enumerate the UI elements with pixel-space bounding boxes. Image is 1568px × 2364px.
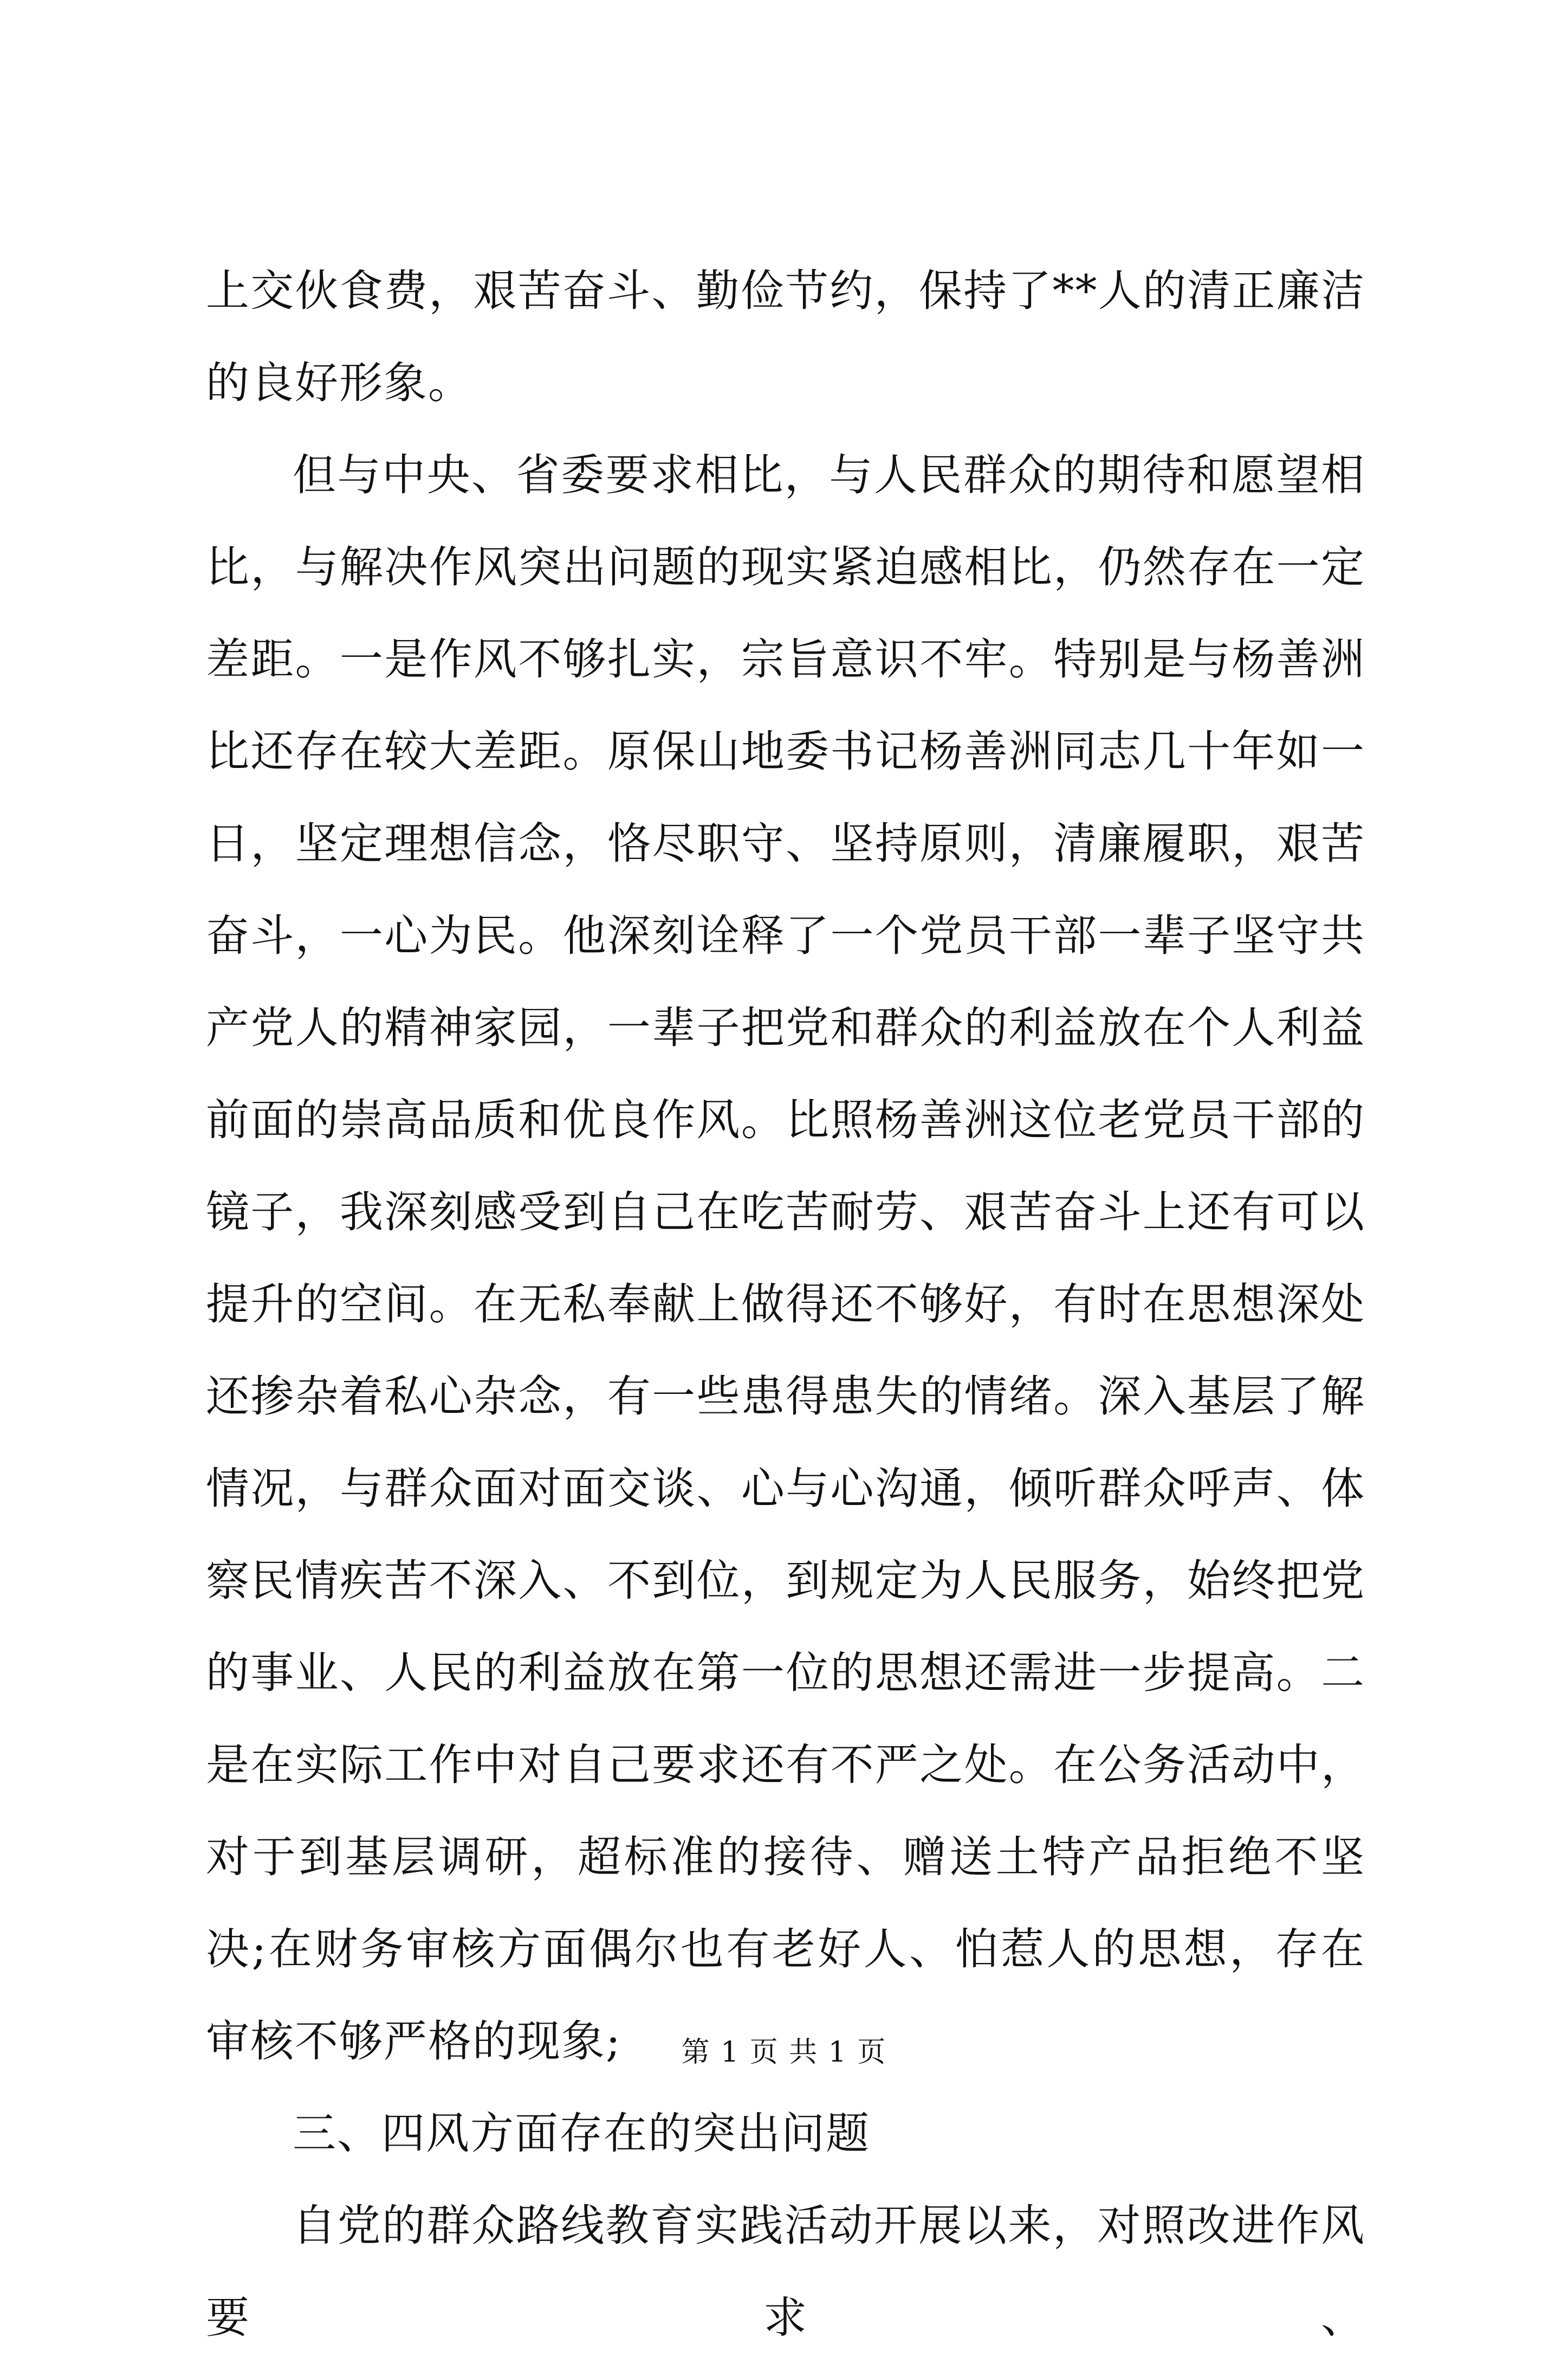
- page-footer: 第 1 页 共 1 页: [681, 2036, 887, 2069]
- section-heading: 三、四风方面存在的突出问题: [293, 2108, 870, 2159]
- paragraph-2: 但与中央、省委要求相比，与人民群众的期待和愿望相比，与解决作风突出问题的现实紧迫感相比，仍然存在一定差距。一是作风不够扎实，宗旨意识不牢。特别是与杨善洲比还存在较大差距。原保山地委书记杨善洲同志几十年如一日，坚定理想信念，恪尽职守、坚持原则，清廉履职，艰苦奋斗，一心为民。他深刻诠释了一个党员干部一辈子坚守共产党人的精神家园，一辈子把党和群众的利益放在个人利益前面的崇高品质和优良作风。比照杨善洲这位老党员干部的镜子，我深刻感受到自己在吃苦耐劳、艰苦奋斗上还有可以提升的空间。在无私奉献上做得还不够好，有时在思想深处还掺杂着私心杂念，有一些患得患失的情绪。深入基层了解情况，与群众面对面交谈、心与心沟通，倾听群众呼声、体察民情疾苦不深入、不到位，到规定为人民服务，始终把党的事业、人民的利益放在第一位的思想还需进一步提高。二是在实际工作中对自己要求还有不严之处。在公务活动中，对于到基层调研，超标准的接待、赠送土特产品拒绝不坚决;在财务审核方面偶尔也有老好人、怕惹人的思想，存在审核不够严格的现象;: [206, 450, 1365, 2066]
- paragraph-3: 自党的群众路线教育实践活动开展以来，对照改进作风要求、: [206, 2200, 1365, 2343]
- paragraph-1: 上交伙食费，艰苦奋斗、勤俭节约，保持了**人的清正廉洁的良好形象。: [206, 266, 1365, 408]
